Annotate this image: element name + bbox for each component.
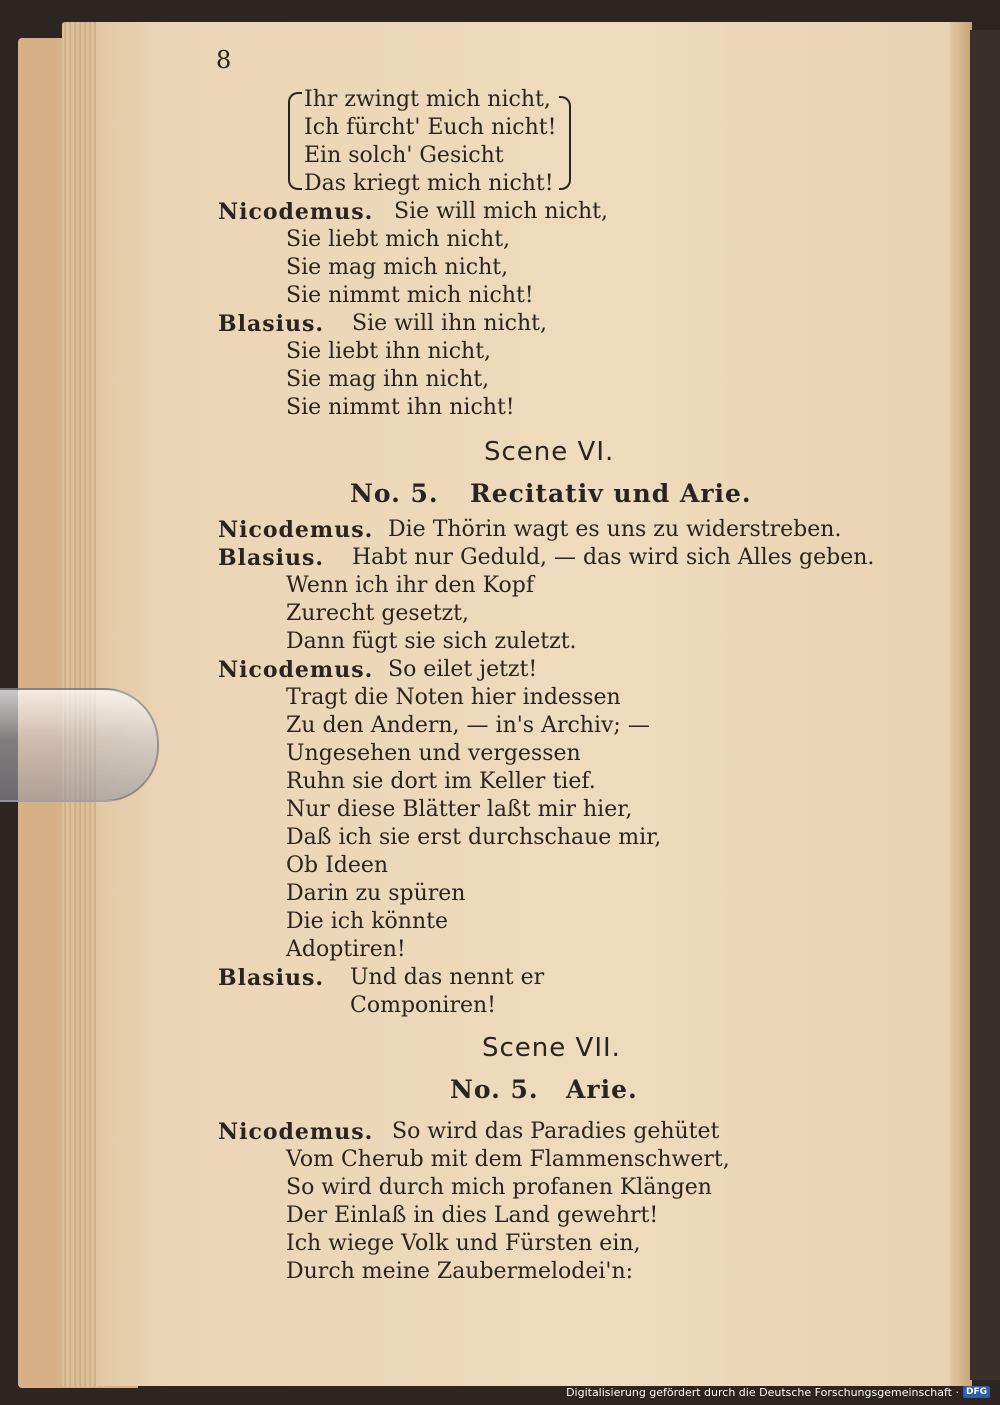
scene-title: Scene VII. (482, 1033, 621, 1063)
verse-line: Und das nennt er (350, 965, 545, 990)
verse-line: So wird durch mich profanen Klängen (286, 1175, 712, 1200)
verse-line: Zu den Andern, — in's Archiv; — (286, 713, 650, 738)
verse-line: Sie nimmt mich nicht! (286, 283, 534, 308)
verse-line: Ich wiege Volk und Fürsten ein, (286, 1231, 641, 1256)
verse-line: Das kriegt mich nicht! (304, 171, 554, 196)
verse-line: Dann fügt sie sich zuletzt. (286, 629, 577, 654)
verse-line: Sie will ihn nicht, (352, 311, 547, 336)
verse-line: Durch meine Zaubermelodei'n: (286, 1259, 634, 1284)
verse-line: Vom Cherub mit dem Flammenschwert, (286, 1147, 730, 1172)
verse-line: Ich fürcht' Euch nicht! (304, 115, 557, 140)
speaker-name: Nicodemus. (218, 1119, 374, 1145)
verse-line: Zurecht gesetzt, (286, 601, 469, 626)
verse-line: Sie nimmt ihn nicht! (286, 395, 515, 420)
speaker-name: Blasius. (218, 965, 324, 991)
verse-line: Ungesehen und vergessen (286, 741, 581, 766)
dfg-logo: DFG (963, 1386, 990, 1398)
verse-line: Sie mag mich nicht, (286, 255, 509, 280)
verse-line: Ruhn sie dort im Keller tief. (286, 769, 596, 794)
speaker-name: Blasius. (218, 311, 324, 337)
verse-line: Ihr zwingt mich nicht, (304, 87, 551, 112)
verse-line: Ob Ideen (286, 853, 389, 878)
speaker-name: Blasius. (218, 545, 324, 571)
footer-credit (566, 1383, 990, 1401)
number-label: No. 5. (450, 1075, 539, 1104)
right-brace (559, 96, 571, 190)
verse-line: So eilet jetzt! (388, 657, 538, 682)
footer-text: Digitalisierung gefördert durch die Deutsche Forschungsgemeinschaft · (566, 1385, 959, 1399)
number-label: No. 5. (350, 479, 439, 508)
verse-line: Habt nur Geduld, — das wird sich Alles geben. (352, 545, 875, 570)
verse-line: Der Einlaß in dies Land gewehrt! (286, 1203, 659, 1228)
verse-line: Componiren! (350, 993, 497, 1018)
speaker-name: Nicodemus. (218, 199, 374, 225)
verse-line: Tragt die Noten hier indessen (286, 685, 621, 710)
verse-line: Daß ich sie erst durchschaue mir, (286, 825, 662, 850)
verse-line: Sie will mich nicht, (394, 199, 608, 224)
verse-line: Darin zu spüren (286, 881, 466, 906)
verse-line: Die Thörin wagt es uns zu widerstreben. (388, 517, 842, 542)
speaker-name: Nicodemus. (218, 657, 374, 683)
verse-line: Sie liebt mich nicht, (286, 227, 511, 252)
section-heading: Recitativ und Arie. (470, 479, 752, 508)
page-number: 8 (216, 46, 232, 74)
left-brace (288, 92, 302, 190)
verse-line: Adoptiren! (286, 937, 406, 962)
verse-line: Wenn ich ihr den Kopf (286, 573, 534, 598)
section-heading: Arie. (566, 1075, 638, 1104)
verse-line: Sie liebt ihn nicht, (286, 339, 492, 364)
verse-line: Die ich könnte (286, 909, 448, 934)
verse-line: So wird das Paradies gehütet (392, 1119, 720, 1144)
verse-line: Ein solch' Gesicht (304, 143, 504, 168)
speaker-name: Nicodemus. (218, 517, 374, 543)
verse-line: Sie mag ihn nicht, (286, 367, 490, 392)
glass-page-weight (0, 688, 159, 802)
verse-line: Nur diese Blätter laßt mir hier, (286, 797, 633, 822)
scene-title: Scene VI. (484, 437, 615, 467)
